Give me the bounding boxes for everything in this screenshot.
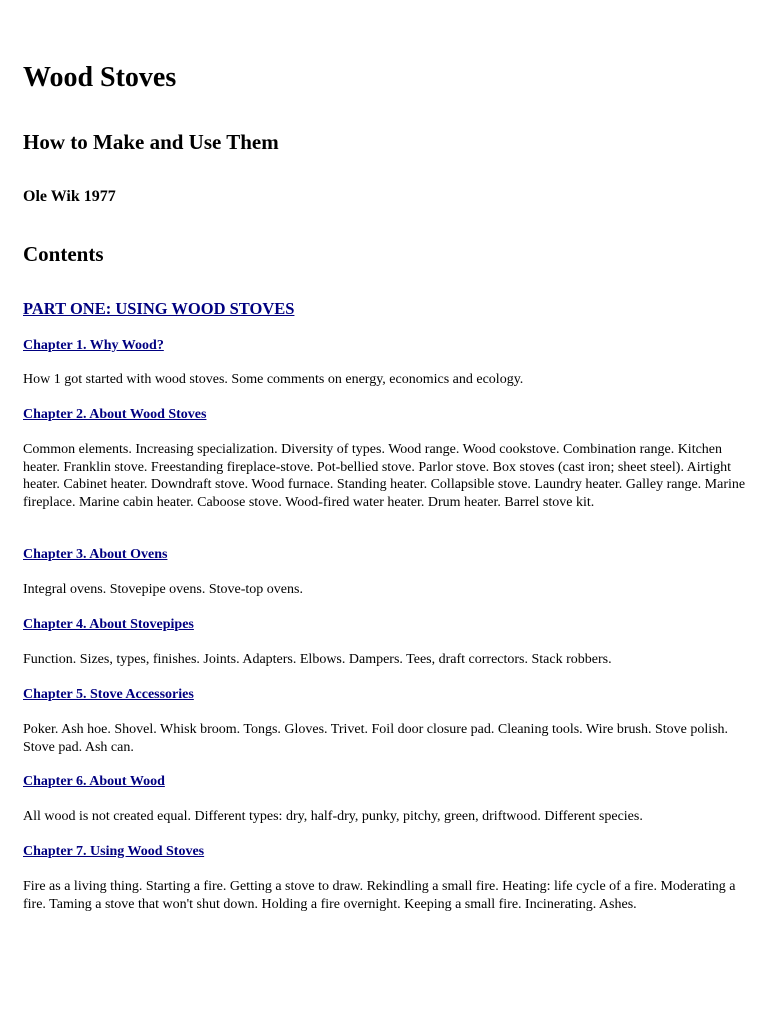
document-title: Wood Stoves — [23, 62, 177, 93]
contents-heading: Contents — [23, 242, 104, 266]
chapter-3-link[interactable]: Chapter 3. About Ovens — [23, 547, 168, 562]
chapter-5-description: Poker. Ash hoe. Shovel. Whisk broom. Tongs. Gloves. Trivet. Foil door closure pad. Cleaning tools. Wire brush. Stove polish. Stove pad. Ash can. — [23, 722, 729, 755]
document-subtitle: How to Make and Use Them — [23, 130, 279, 154]
chapter-3-description: Integral ovens. Stovepipe ovens. Stove-top ovens. — [23, 582, 303, 597]
chapter-4-description: Function. Sizes, types, finishes. Joints. Adapters. Elbows. Dampers. Tees, draft correctors. Stack robbers. — [23, 652, 612, 667]
chapter-2-link[interactable]: Chapter 2. About Wood Stoves — [23, 407, 207, 422]
chapter-7-description: Fire as a living thing. Starting a fire. Getting a stove to draw. Rekindling a small fire. Heating: life cycle of a fire. Moderating a fire. Taming a stove that won't shut down. Holding a fire overnight. Keeping a small fire. Incinerating. Ashes. — [23, 879, 736, 912]
part-one-link[interactable]: PART ONE: USING WOOD STOVES — [23, 299, 295, 318]
chapter-7-link[interactable]: Chapter 7. Using Wood Stoves — [23, 844, 205, 859]
chapter-1-link[interactable]: Chapter 1. Why Wood? — [23, 338, 164, 353]
chapter-4-link[interactable]: Chapter 4. About Stovepipes — [23, 617, 194, 632]
chapter-6-link[interactable]: Chapter 6. About Wood — [23, 774, 165, 789]
author-line: Ole Wik 1977 — [23, 188, 116, 205]
chapter-1-description: How 1 got started with wood stoves. Some comments on energy, economics and ecology. — [23, 372, 524, 387]
chapter-2-description: Common elements. Increasing specialization. Diversity of types. Wood range. Wood cookstove. Combination range. Kitchen heater. Franklin stove. Freestanding fireplace-stove. Pot-bellied stove. Parlor stove. Box stoves (cast iron; sheet steel). Airtight heater. Cabinet heater. Downdraft stove. Wood furnace. Standing heater. Collapsible stove. Laundry heater. Galley range. Marine fireplace. Marine cabin heater. Caboose stove. Wood-fired water heater. Drum heater. Barrel stove kit. — [23, 442, 746, 510]
chapter-5-link[interactable]: Chapter 5. Stove Accessories — [23, 687, 194, 702]
chapter-6-description: All wood is not created equal. Different types: dry, half-dry, punky, pitchy, green, driftwood. Different species. — [23, 809, 643, 824]
